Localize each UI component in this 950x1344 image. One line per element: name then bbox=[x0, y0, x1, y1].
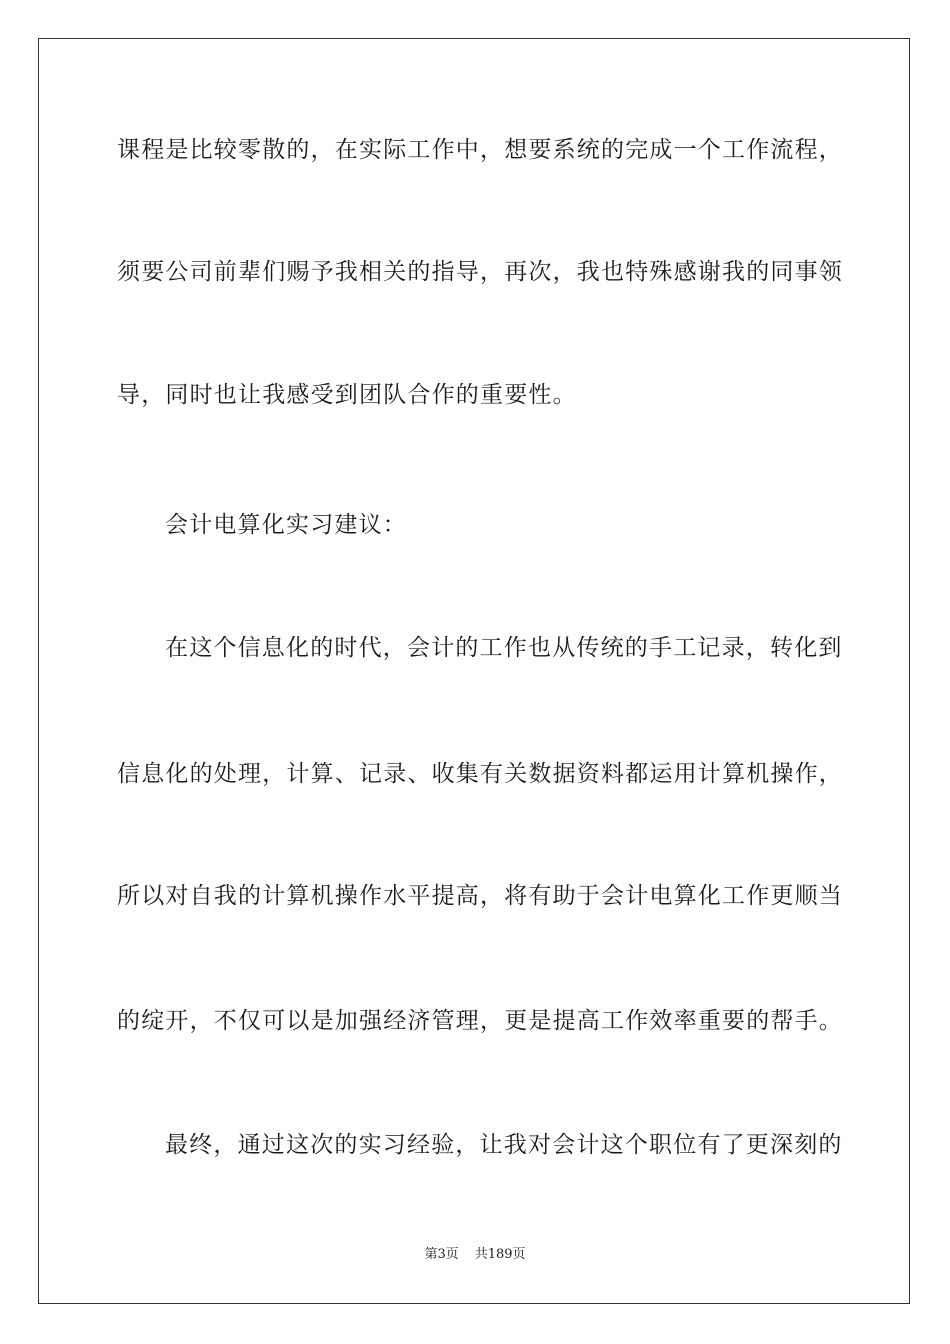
body-line-6: 信息化的处理，计算、记录、收集有关数据资料都运用计算机操作， bbox=[117, 761, 843, 787]
body-line-9: 最终，通过这次的实习经验，让我对会计这个职位有了更深刻的 bbox=[165, 1132, 843, 1158]
body-line-2: 须要公司前辈们赐予我相关的指导，再次，我也特殊感谢我的同事领 bbox=[117, 259, 843, 285]
page-border bbox=[38, 38, 910, 1304]
body-line-7: 所以对自我的计算机操作水平提高，将有助于会计电算化工作更顺当 bbox=[117, 883, 843, 909]
section-heading: 会计电算化实习建议： bbox=[165, 512, 407, 538]
body-line-5: 在这个信息化的时代，会计的工作也从传统的手工记录，转化到 bbox=[165, 635, 843, 661]
page-footer bbox=[0, 1246, 950, 1264]
page-number: 第3页 bbox=[424, 1247, 459, 1262]
body-line-1: 课程是比较零散的，在实际工作中，想要系统的完成一个工作流程， bbox=[117, 137, 843, 163]
body-line-8: 的绽开，不仅可以是加强经济管理，更是提高工作效率重要的帮手。 bbox=[117, 1008, 843, 1034]
body-line-3: 导，同时也让我感受到团队合作的重要性。 bbox=[117, 382, 577, 408]
page-total: 共189页 bbox=[474, 1247, 526, 1262]
